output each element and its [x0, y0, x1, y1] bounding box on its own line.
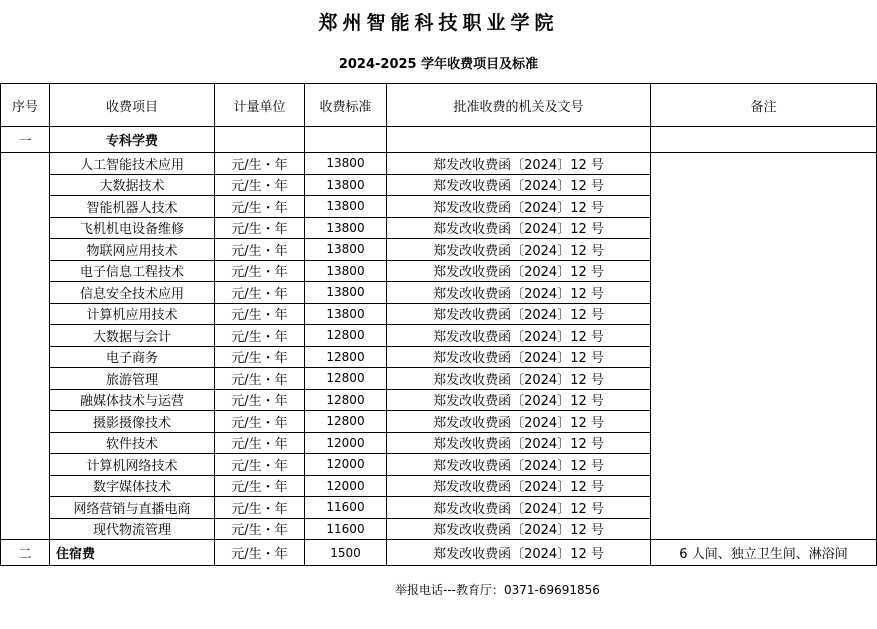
empty-cell: [1, 432, 50, 454]
header-item: 收费项目: [50, 84, 215, 127]
empty-cell: [1, 153, 50, 175]
item-approval: 郑发改收费函〔2024〕12 号: [387, 346, 651, 368]
empty-cell: [215, 127, 305, 153]
item-unit: 元/生・年: [215, 260, 305, 282]
table-row: [1, 196, 877, 218]
item-fee: 13800: [305, 174, 387, 196]
item-approval: 郑发改收费函〔2024〕12 号: [387, 239, 651, 261]
section-index: 一: [1, 127, 50, 153]
item-fee: 12000: [305, 432, 387, 454]
item-unit: 元/生・年: [215, 540, 305, 566]
item-fee: 13800: [305, 217, 387, 239]
item-unit: 元/生・年: [215, 239, 305, 261]
item-name: 摄影摄像技术: [50, 411, 215, 433]
empty-cell: [1, 217, 50, 239]
item-fee: 11600: [305, 497, 387, 519]
empty-cell: [651, 217, 877, 239]
item-unit: 元/生・年: [215, 217, 305, 239]
item-approval: 郑发改收费函〔2024〕12 号: [387, 454, 651, 476]
item-name: 旅游管理: [50, 368, 215, 390]
empty-cell: [1, 518, 50, 540]
empty-cell: [651, 239, 877, 261]
item-approval: 郑发改收费函〔2024〕12 号: [387, 540, 651, 566]
item-unit: 元/生・年: [215, 282, 305, 304]
item-unit: 元/生・年: [215, 518, 305, 540]
header-approval: 批准收费的机关及文号: [387, 84, 651, 127]
item-unit: 元/生・年: [215, 174, 305, 196]
item-approval: 郑发改收费函〔2024〕12 号: [387, 368, 651, 390]
item-approval: 郑发改收费函〔2024〕12 号: [387, 518, 651, 540]
item-name: 数字媒体技术: [50, 475, 215, 497]
empty-cell: [651, 475, 877, 497]
item-approval: 郑发改收费函〔2024〕12 号: [387, 325, 651, 347]
header-index: 序号: [1, 84, 50, 127]
empty-cell: [1, 497, 50, 519]
empty-cell: [651, 325, 877, 347]
item-approval: 郑发改收费函〔2024〕12 号: [387, 411, 651, 433]
empty-cell: [1, 411, 50, 433]
table-row: [1, 475, 877, 497]
item-name: 计算机应用技术: [50, 303, 215, 325]
item-name: 计算机网络技术: [50, 454, 215, 476]
header-unit: 计量单位: [215, 84, 305, 127]
item-unit: 元/生・年: [215, 389, 305, 411]
empty-cell: [651, 454, 877, 476]
table-row: [1, 260, 877, 282]
item-unit: 元/生・年: [215, 432, 305, 454]
item-fee: 12000: [305, 475, 387, 497]
item-approval: 郑发改收费函〔2024〕12 号: [387, 475, 651, 497]
item-fee: 13800: [305, 282, 387, 304]
item-name: 软件技术: [50, 432, 215, 454]
empty-cell: [1, 196, 50, 218]
item-approval: 郑发改收费函〔2024〕12 号: [387, 260, 651, 282]
item-name: 飞机机电设备维修: [50, 217, 215, 239]
item-fee: 13800: [305, 239, 387, 261]
table-row: [1, 239, 877, 261]
table-row: [1, 174, 877, 196]
item-name: 智能机器人技术: [50, 196, 215, 218]
item-fee: 13800: [305, 153, 387, 175]
section-name: 住宿费: [50, 540, 215, 566]
page-subtitle: 2024-2025 学年收费项目及标准: [338, 57, 539, 72]
section-row-tuition: [1, 127, 877, 153]
header-remark: 备注: [651, 84, 877, 127]
item-unit: 元/生・年: [215, 497, 305, 519]
empty-cell: [1, 325, 50, 347]
table-row: [1, 217, 877, 239]
empty-cell: [651, 282, 877, 304]
item-unit: 元/生・年: [215, 346, 305, 368]
item-fee: 13800: [305, 303, 387, 325]
fee-table: [0, 83, 877, 566]
item-unit: 元/生・年: [215, 411, 305, 433]
item-fee: 12800: [305, 389, 387, 411]
empty-cell: [1, 260, 50, 282]
empty-cell: [387, 127, 651, 153]
item-unit: 元/生・年: [215, 475, 305, 497]
table-body: [1, 127, 877, 566]
item-approval: 郑发改收费函〔2024〕12 号: [387, 497, 651, 519]
empty-cell: [651, 497, 877, 519]
table-row: [1, 518, 877, 540]
item-approval: 郑发改收费函〔2024〕12 号: [387, 217, 651, 239]
empty-cell: [1, 303, 50, 325]
item-name: 电子信息工程技术: [50, 260, 215, 282]
item-fee: 12800: [305, 325, 387, 347]
table-row: [1, 432, 877, 454]
item-fee: 12800: [305, 368, 387, 390]
item-unit: 元/生・年: [215, 153, 305, 175]
item-unit: 元/生・年: [215, 196, 305, 218]
table-row: [1, 303, 877, 325]
table-row: [1, 389, 877, 411]
item-name: 人工智能技术应用: [50, 153, 215, 175]
item-approval: 郑发改收费函〔2024〕12 号: [387, 196, 651, 218]
item-unit: 元/生・年: [215, 325, 305, 347]
empty-cell: [651, 127, 877, 153]
item-fee: 12000: [305, 454, 387, 476]
empty-cell: [651, 260, 877, 282]
empty-cell: [1, 239, 50, 261]
item-name: 融媒体技术与运营: [50, 389, 215, 411]
item-approval: 郑发改收费函〔2024〕12 号: [387, 389, 651, 411]
item-name: 现代物流管理: [50, 518, 215, 540]
table-row: [1, 368, 877, 390]
item-fee: 12800: [305, 346, 387, 368]
item-approval: 郑发改收费函〔2024〕12 号: [387, 282, 651, 304]
empty-cell: [651, 389, 877, 411]
table-row: [1, 454, 877, 476]
empty-cell: [1, 368, 50, 390]
empty-cell: [1, 454, 50, 476]
empty-cell: [1, 282, 50, 304]
header-fee: 收费标准: [305, 84, 387, 127]
table-row: [1, 153, 877, 175]
table-header-row: [1, 84, 877, 127]
item-fee: 13800: [305, 196, 387, 218]
item-unit: 元/生・年: [215, 454, 305, 476]
table-row: [1, 325, 877, 347]
item-name: 电子商务: [50, 346, 215, 368]
empty-cell: [1, 475, 50, 497]
section-name: 专科学费: [50, 127, 215, 153]
item-name: 网络营销与直播电商: [50, 497, 215, 519]
table-row: [1, 411, 877, 433]
item-fee: 11600: [305, 518, 387, 540]
section-row-accommodation: [1, 540, 877, 566]
item-name: 大数据与会计: [50, 325, 215, 347]
empty-cell: [651, 411, 877, 433]
table-row: [1, 346, 877, 368]
item-name: 大数据技术: [50, 174, 215, 196]
empty-cell: [651, 196, 877, 218]
empty-cell: [651, 368, 877, 390]
item-approval: 郑发改收费函〔2024〕12 号: [387, 153, 651, 175]
empty-cell: [651, 346, 877, 368]
table-row: [1, 282, 877, 304]
empty-cell: [1, 346, 50, 368]
item-unit: 元/生・年: [215, 368, 305, 390]
empty-cell: [651, 174, 877, 196]
report-hotline: 举报电话---教育厅：0371-69691856: [395, 583, 600, 597]
item-name: 物联网应用技术: [50, 239, 215, 261]
item-unit: 元/生・年: [215, 303, 305, 325]
empty-cell: [651, 432, 877, 454]
item-name: 信息安全技术应用: [50, 282, 215, 304]
item-approval: 郑发改收费函〔2024〕12 号: [387, 174, 651, 196]
empty-cell: [1, 174, 50, 196]
item-fee: 13800: [305, 260, 387, 282]
empty-cell: [651, 153, 877, 175]
item-fee: 1500: [305, 540, 387, 566]
item-fee: 12800: [305, 411, 387, 433]
item-remark: 6 人间、独立卫生间、淋浴间: [651, 540, 877, 566]
empty-cell: [1, 389, 50, 411]
page-title: 郑州智能科技职业学院: [318, 12, 559, 34]
section-index: 二: [1, 540, 50, 566]
item-approval: 郑发改收费函〔2024〕12 号: [387, 432, 651, 454]
item-approval: 郑发改收费函〔2024〕12 号: [387, 303, 651, 325]
table-row: [1, 497, 877, 519]
empty-cell: [651, 303, 877, 325]
empty-cell: [305, 127, 387, 153]
empty-cell: [651, 518, 877, 540]
